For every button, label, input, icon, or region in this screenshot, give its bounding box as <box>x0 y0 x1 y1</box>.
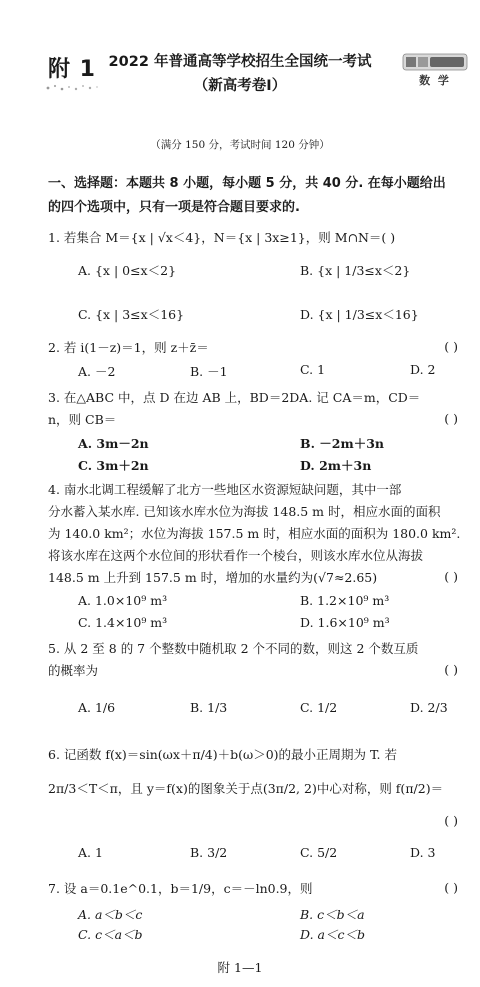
question-4-stem-line3: 为 140.0 km²；水位为海拔 157.5 m 时，相应水面的面积为 180.0 km². <box>48 526 461 541</box>
q7-answer-blank: ( ) <box>444 880 458 895</box>
section-heading-line2: 的四个选项中，只有一项是符合题目要求的. <box>48 200 300 215</box>
question-6-stem-line1: 6. 记函数 f(x)＝sin(ωx＋π/4)＋b(ω＞0)的最小正周期为 T. 若 <box>48 747 397 762</box>
q6-option-a: A. 1 <box>78 845 103 860</box>
q3-option-c: C. 3m＋2n <box>78 458 149 473</box>
q7-option-c: C. c＜a＜b <box>78 927 143 942</box>
question-2-stem: 2. 若 i(1－z)＝1，则 z＋z̄＝ <box>48 340 209 355</box>
q5-option-b: B. 1/3 <box>190 700 228 715</box>
question-4-stem-line1: 4. 南水北调工程缓解了北方一些地区水资源短缺问题，其中一部 <box>48 482 402 497</box>
question-5-stem-line2: 的概率为 <box>48 663 99 678</box>
q3-option-d: D. 2m＋3n <box>300 458 372 473</box>
q7-option-b: B. c＜b＜a <box>300 907 365 922</box>
q2-option-d: D. 2 <box>410 362 436 377</box>
question-6-stem-line2: 2π/3＜T＜π，且 y＝f(x)的图象关于点(3π/2, 2)中心对称，则 f(π/2)＝ <box>48 781 444 796</box>
q3-option-a: A. 3m－2n <box>78 436 149 451</box>
q5-option-d: D. 2/3 <box>410 700 448 715</box>
q2-option-b: B. －1 <box>190 364 228 379</box>
question-3-stem-line2: n，则 CB＝ <box>48 412 117 427</box>
exam-meta: （满分 150 分，考试时间 120 分钟） <box>150 139 330 151</box>
question-5-stem-line1: 5. 从 2 至 8 的 7 个整数中随机取 2 个不同的数，则这 2 个数互质 <box>48 641 419 656</box>
appendix-tag: 附 1 <box>48 57 96 82</box>
q1-option-a: A. {x | 0≤x＜2} <box>78 263 177 278</box>
q1-option-d: D. {x | 1/3≤x＜16} <box>300 307 419 322</box>
section-heading-line1: 一、选择题：本题共 8 小题，每小题 5 分，共 40 分. 在每小题给出 <box>48 176 446 191</box>
q4-option-b: B. 1.2×10⁹ m³ <box>300 593 390 608</box>
question-3-stem-line1: 3. 在△ABC 中，点 D 在边 AB 上，BD＝2DA. 记 CA＝m，CD＝ <box>48 390 421 405</box>
q6-option-c: C. 5/2 <box>300 845 338 860</box>
q4-option-c: C. 1.4×10⁹ m³ <box>78 615 168 630</box>
q4-option-d: D. 1.6×10⁹ m³ <box>300 615 390 630</box>
q4-option-a: A. 1.0×10⁹ m³ <box>78 593 168 608</box>
q6-option-d: D. 3 <box>410 845 436 860</box>
page-number: 附 1—1 <box>217 960 263 975</box>
question-4-stem-line2: 分水蓄入某水库. 已知该水库水位为海拔 148.5 m 时，相应水面的面积 <box>48 504 441 519</box>
publisher-logo-mark <box>402 52 468 72</box>
q1-option-c: C. {x | 3≤x＜16} <box>78 307 185 322</box>
q2-option-a: A. －2 <box>78 364 116 379</box>
q4-answer-blank: ( ) <box>444 569 458 584</box>
q2-answer-blank: ( ) <box>444 339 458 354</box>
question-7-stem: 7. 设 a＝0.1e^0.1，b＝1/9，c＝－ln0.9，则 <box>48 881 313 896</box>
q3-option-b: B. －2m＋3n <box>300 436 384 451</box>
q1-option-b: B. {x | 1/3≤x＜2} <box>300 263 411 278</box>
question-4-stem-line5: 148.5 m 上升到 157.5 m 时，增加的水量约为(√7≈2.65) <box>48 570 378 585</box>
q5-option-a: A. 1/6 <box>78 700 116 715</box>
q7-option-a: A. a＜b＜c <box>78 907 143 922</box>
exam-subtitle: （新高考卷Ⅰ） <box>193 78 287 94</box>
q6-option-b: B. 3/2 <box>190 845 228 860</box>
q5-answer-blank: ( ) <box>444 662 458 677</box>
q2-option-c: C. 1 <box>300 362 326 377</box>
q5-option-c: C. 1/2 <box>300 700 338 715</box>
q3-answer-blank: ( ) <box>444 411 458 426</box>
subject-label: 数 学 <box>419 74 451 87</box>
q7-option-d: D. a＜c＜b <box>300 927 365 942</box>
question-1-stem: 1. 若集合 M＝{x | √x＜4}，N＝{x | 3x≥1}，则 M∩N＝( ) <box>48 230 396 245</box>
question-4-stem-line4: 将该水库在这两个水位间的形状看作一个棱台，则该水库水位从海拔 <box>48 548 424 563</box>
q6-answer-blank: ( ) <box>444 813 458 828</box>
publisher-logo <box>402 52 468 92</box>
exam-title: 2022 年普通高等学校招生全国统一考试 <box>108 54 372 70</box>
